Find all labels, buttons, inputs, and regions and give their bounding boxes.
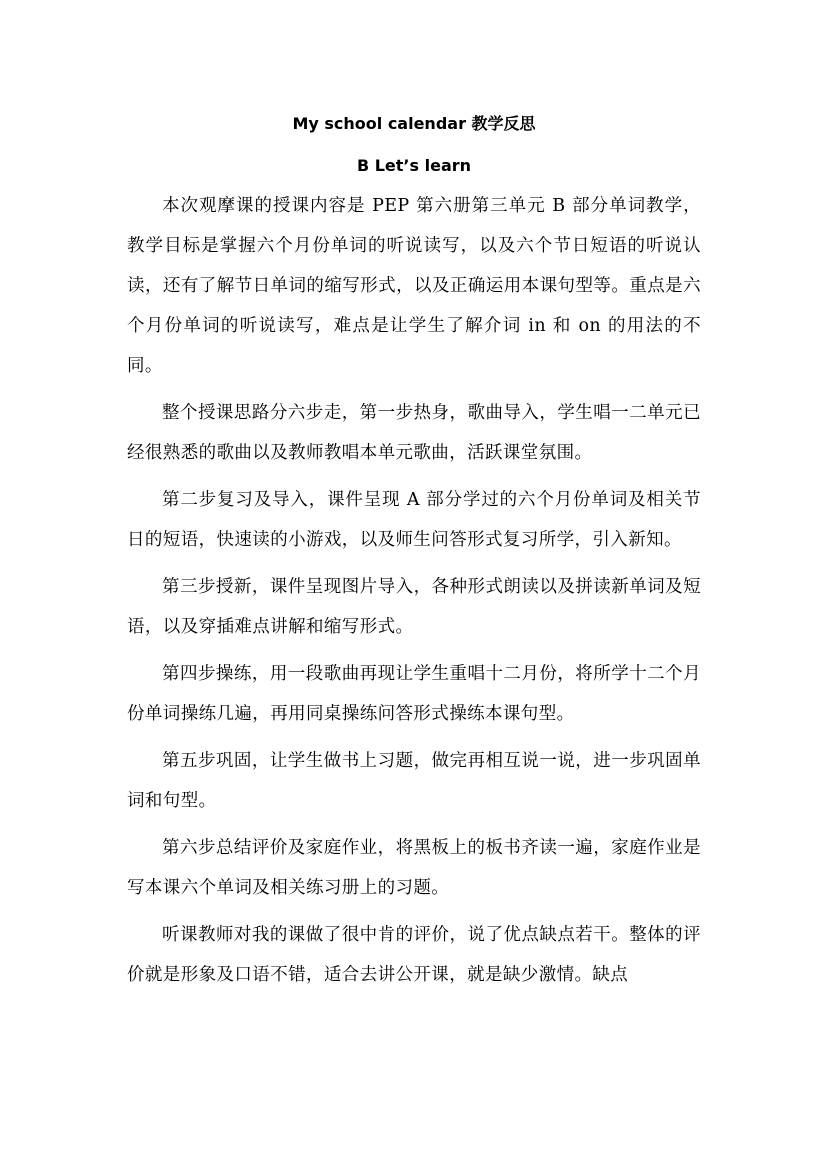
paragraph: 听课教师对我的课做了很中肯的评价，说了优点缺点若干。整体的评价就是形象及口语不错，适合去讲公开课，就是缺少激情。缺点: [127, 925, 701, 985]
paragraph: 整个授课思路分六步走，第一步热身，歌曲导入，学生唱一二单元已经很熟悉的歌曲以及教师教唱本单元歌曲，活跃课堂氛围。: [127, 403, 701, 463]
document-body: [127, 112, 701, 1002]
document-subtitle: B Let’s learn: [356, 156, 472, 175]
paragraph: 第三步授新，课件呈现图片导入，各种形式朗读以及拼读新单词及短语，以及穿插难点讲解和缩写形式。: [127, 577, 701, 637]
paragraph: 第六步总结评价及家庭作业，将黑板上的板书齐读一遍，家庭作业是写本课六个单词及相关练习册上的习题。: [127, 838, 701, 898]
paragraph: 第二步复习及导入，课件呈现 A 部分学过的六个月份单词及相关节日的短语，快速读的小游戏，以及师生问答形式复习所学，引入新知。: [127, 490, 701, 550]
paragraph-list: [127, 186, 701, 995]
document-title: My school calendar 教学反思: [292, 114, 536, 133]
paragraph: 本次观摩课的授课内容是 PEP 第六册第三单元 B 部分单词教学，教学目标是掌握六个月份单词的听说读写，以及六个节日短语的听说认读，还有了解节日单词的缩写形式，以及正确运用本课句型等。重点是六个月份单词的听说读写，难点是让学生了解介词 in 和 on 的用法的不同。: [127, 196, 701, 376]
paragraph: 第四步操练，用一段歌曲再现让学生重唱十二月份，将所学十二个月份单词操练几遍，再用同桌操练问答形式操练本课句型。: [127, 664, 701, 724]
paragraph: 第五步巩固，让学生做书上习题，做完再相互说一说，进一步巩固单词和句型。: [127, 751, 701, 811]
